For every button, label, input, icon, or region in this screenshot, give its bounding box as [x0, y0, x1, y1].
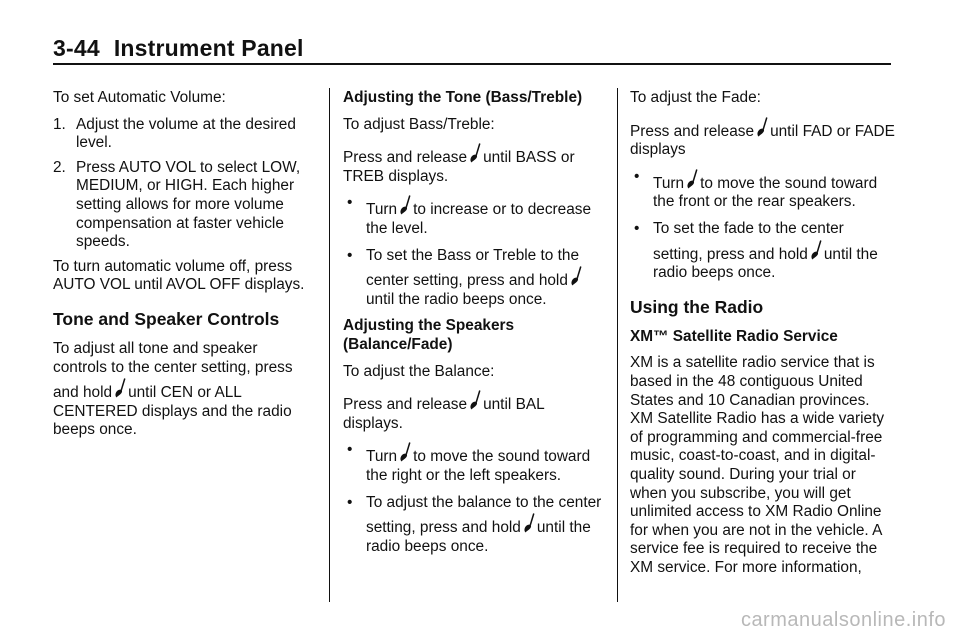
bullet: • — [347, 194, 353, 212]
tune-knob-icon — [570, 265, 582, 287]
page-header — [53, 35, 304, 62]
tune-knob-icon — [523, 512, 535, 534]
auto-volume-off-text: To turn automatic volume off, press AUTO VOL until AVOL OFF displays. — [53, 257, 305, 294]
tune-knob-icon — [399, 441, 411, 463]
tune-knob-icon — [810, 239, 822, 261]
tune-knob-icon — [686, 168, 698, 190]
subheading-speakers: Adjusting the Speakers (Balance/Fade) — [343, 317, 515, 353]
watermark: carmanualsonline.info — [740, 609, 946, 631]
tune-knob-icon — [114, 377, 126, 399]
tone-paragraph: To adjust all tone and speaker controls to the center setting, press and hold until CEN or ALL CENTERED displays and the radio beeps once. — [53, 339, 293, 439]
section-heading-tone-speaker: Tone and Speaker Controls — [53, 308, 280, 329]
list-item: 2. Press AUTO VOL to select LOW, MEDIUM, or HIGH. Each higher setting allows for more volume compensation at faster vehicle speeds. — [53, 158, 301, 251]
fade-press: Press and release until FAD or FADE displays — [630, 116, 896, 160]
xm-body: XM is a satellite radio service that is based in the 48 contiguous United States and 10 Canadian provinces. XM Satellite Radio has a wide variety of programming and commercial-free music, coast-to-coast, and in digital-quality sound. During your trial or when you subscribe, you will get unlimited access to XM Radio Online for when you are not in the vehicle. A service fee is required to receive the XM service. For more information, — [630, 354, 885, 576]
list-item: • Turn to move the sound toward the front or the rear speakers. — [630, 168, 896, 212]
auto-volume-intro: To set Automatic Volume: — [53, 89, 226, 106]
bullet: • — [634, 219, 640, 237]
tune-knob-icon — [399, 194, 411, 216]
column-3 — [630, 89, 896, 585]
page-number: 3-44 — [53, 35, 100, 61]
list-item: • To adjust the balance to the center setting, press and hold until the radio beeps once. — [343, 494, 605, 557]
section-heading-using-radio: Using the Radio — [630, 296, 764, 317]
column-2 — [343, 89, 605, 564]
list-item: 1. Adjust the volume at the desired level. — [53, 115, 296, 152]
column-divider-2 — [617, 88, 618, 602]
tune-knob-icon — [756, 116, 768, 138]
column-divider-1 — [329, 88, 330, 602]
bass-treble-intro: To adjust Bass/Treble: — [343, 115, 495, 133]
list-item: • Turn to increase or to decrease the level. — [343, 194, 605, 238]
fade-intro: To adjust the Fade: — [630, 89, 761, 106]
tune-knob-icon — [469, 389, 481, 411]
bullet: • — [347, 246, 353, 264]
bullet: • — [634, 167, 640, 185]
list-item: • Turn to move the sound toward the right or the left speakers. — [343, 441, 605, 485]
bass-treble-press: Press and release until BASS or TREB displays. — [343, 142, 605, 186]
tune-knob-icon — [469, 142, 481, 164]
balance-intro: To adjust the Balance: — [343, 362, 495, 380]
list-item: • To set the fade to the center setting, press and hold until the radio beeps once. — [630, 220, 896, 283]
subheading-xm: XM™ Satellite Radio Service — [630, 327, 838, 345]
balance-press: Press and release until BAL displays. — [343, 389, 605, 433]
header-rule — [53, 63, 891, 65]
list-item: • To set the Bass or Treble to the center setting, press and hold until the radio beeps once. — [343, 247, 605, 310]
bullet: • — [347, 493, 353, 511]
page-title: Instrument Panel — [113, 35, 304, 61]
column-1 — [53, 89, 315, 448]
subheading-tone: Adjusting the Tone (Bass/Treble) — [343, 89, 583, 106]
bullet: • — [347, 441, 353, 459]
